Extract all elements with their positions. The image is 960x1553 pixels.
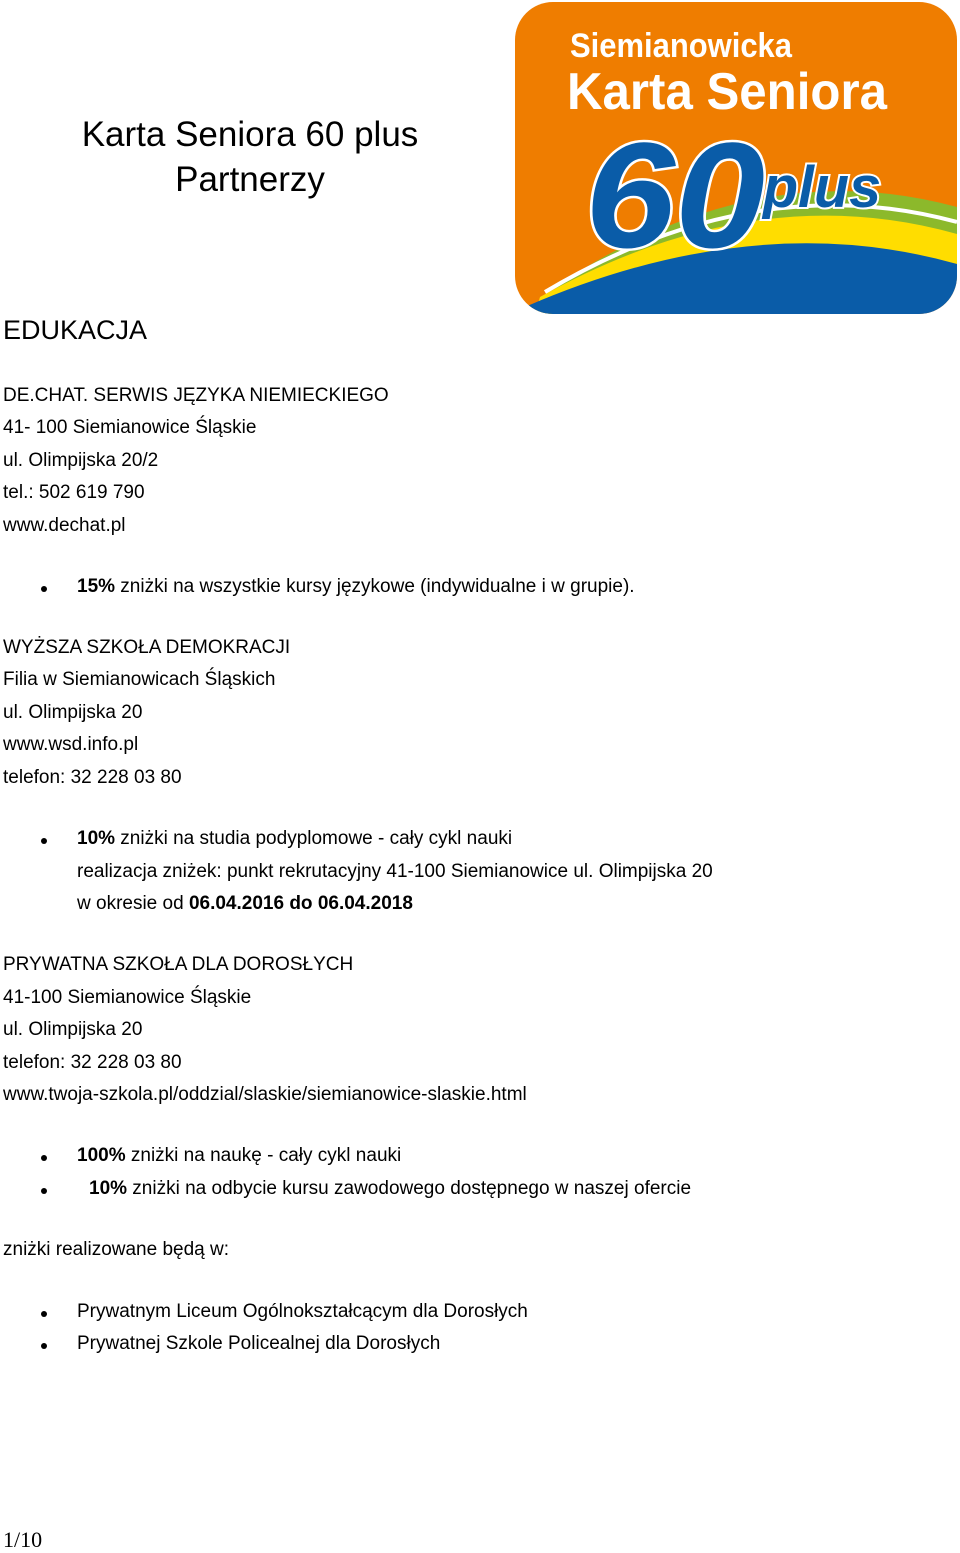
partner1-phone: tel.: 502 619 790	[3, 482, 145, 503]
partner3-place-1: Prywatnym Liceum Ogólnokształcącym dla Dorosłych	[77, 1301, 528, 1322]
partner1-address1: 41- 100 Siemianowice Śląskie	[3, 417, 257, 438]
logo-text-60: 60	[585, 111, 765, 279]
partner2-period	[77, 892, 413, 916]
partner1-address2: ul. Olimpijska 20/2	[3, 450, 159, 471]
partner3-benefit-2-text: zniżki na odbycie kursu zawodowego dostępnego w naszej ofercie	[127, 1178, 692, 1199]
partner3-address2: ul. Olimpijska 20	[3, 1019, 143, 1040]
logo-text-top: Siemianowicka	[570, 27, 793, 65]
bullet-icon	[41, 1188, 47, 1194]
partner2-address: ul. Olimpijska 20	[3, 702, 143, 723]
partner2-realization: realizacja zniżek: punkt rekrutacyjny 41-100 Siemianowice ul. Olimpijska 20	[77, 861, 713, 882]
partner3-benefit-2	[89, 1177, 691, 1201]
partner2-name: WYŻSZA SZKOŁA DEMOKRACJI	[3, 637, 291, 658]
partner3-phone: telefon: 32 228 03 80	[3, 1052, 182, 1073]
partner2-period-from: 06.04.2016	[188, 893, 285, 914]
partner1-benefit	[77, 575, 635, 599]
partner3-benefit-1-text: zniżki na naukę - cały cykl nauki	[125, 1145, 402, 1166]
partner2-period-prefix: w okresie od	[77, 893, 189, 914]
senior-card-logo	[515, 2, 957, 314]
partner2-period-middle: do	[284, 893, 318, 914]
page-title-line2: Partnerzy	[175, 160, 325, 199]
bullet-icon	[41, 1155, 47, 1161]
partner3-place-2: Prywatnej Szkole Policealnej dla Dorosłych	[77, 1333, 441, 1354]
page-title-line1: Karta Seniora 60 plus	[81, 115, 419, 154]
partner2-phone: telefon: 32 228 03 80	[3, 767, 182, 788]
partner3-address1: 41-100 Siemianowice Śląskie	[3, 987, 252, 1008]
partner2-benefit	[77, 827, 512, 851]
partner3-benefit-1-percent: 100%	[77, 1145, 126, 1166]
partner1-name: DE.CHAT. SERWIS JĘZYKA NIEMIECKIEGO	[3, 385, 389, 406]
partner2-website[interactable]: www.wsd.info.pl	[3, 734, 139, 755]
partner1-benefit-text: zniżki na wszystkie kursy językowe (indywidualne i w grupie).	[115, 576, 635, 597]
page-number: 1/10	[3, 1527, 43, 1552]
partner2-branch: Filia w Siemianowicach Śląskich	[3, 669, 276, 690]
partner2-benefit-text: zniżki na studia podyplomowe - cały cykl nauki	[115, 828, 513, 849]
page-title	[20, 112, 480, 202]
partner3-realized-intro: zniżki realizowane będą w:	[3, 1239, 230, 1260]
bullet-icon	[41, 1343, 47, 1349]
section-title-education: EDUKACJA	[3, 315, 148, 345]
partner3-website[interactable]: www.twoja-szkola.pl/oddzial/slaskie/siemianowice-slaskie.html	[3, 1084, 527, 1105]
logo-text-plus: plus	[761, 155, 881, 220]
partner3-benefit-2-percent: 10%	[89, 1178, 128, 1199]
partner2-benefit-percent: 10%	[77, 828, 116, 849]
bullet-icon	[41, 838, 47, 844]
partner1-website[interactable]: www.dechat.pl	[3, 515, 126, 536]
bullet-icon	[41, 586, 47, 592]
partner3-name: PRYWATNA SZKOŁA DLA DOROSŁYCH	[3, 954, 354, 975]
logo-text-middle: Karta Seniora	[567, 63, 889, 121]
partner2-period-to: 06.04.2018	[317, 893, 413, 914]
bullet-icon	[41, 1311, 47, 1317]
partner1-benefit-percent: 15%	[77, 576, 116, 597]
partner3-benefit-1	[77, 1144, 401, 1168]
